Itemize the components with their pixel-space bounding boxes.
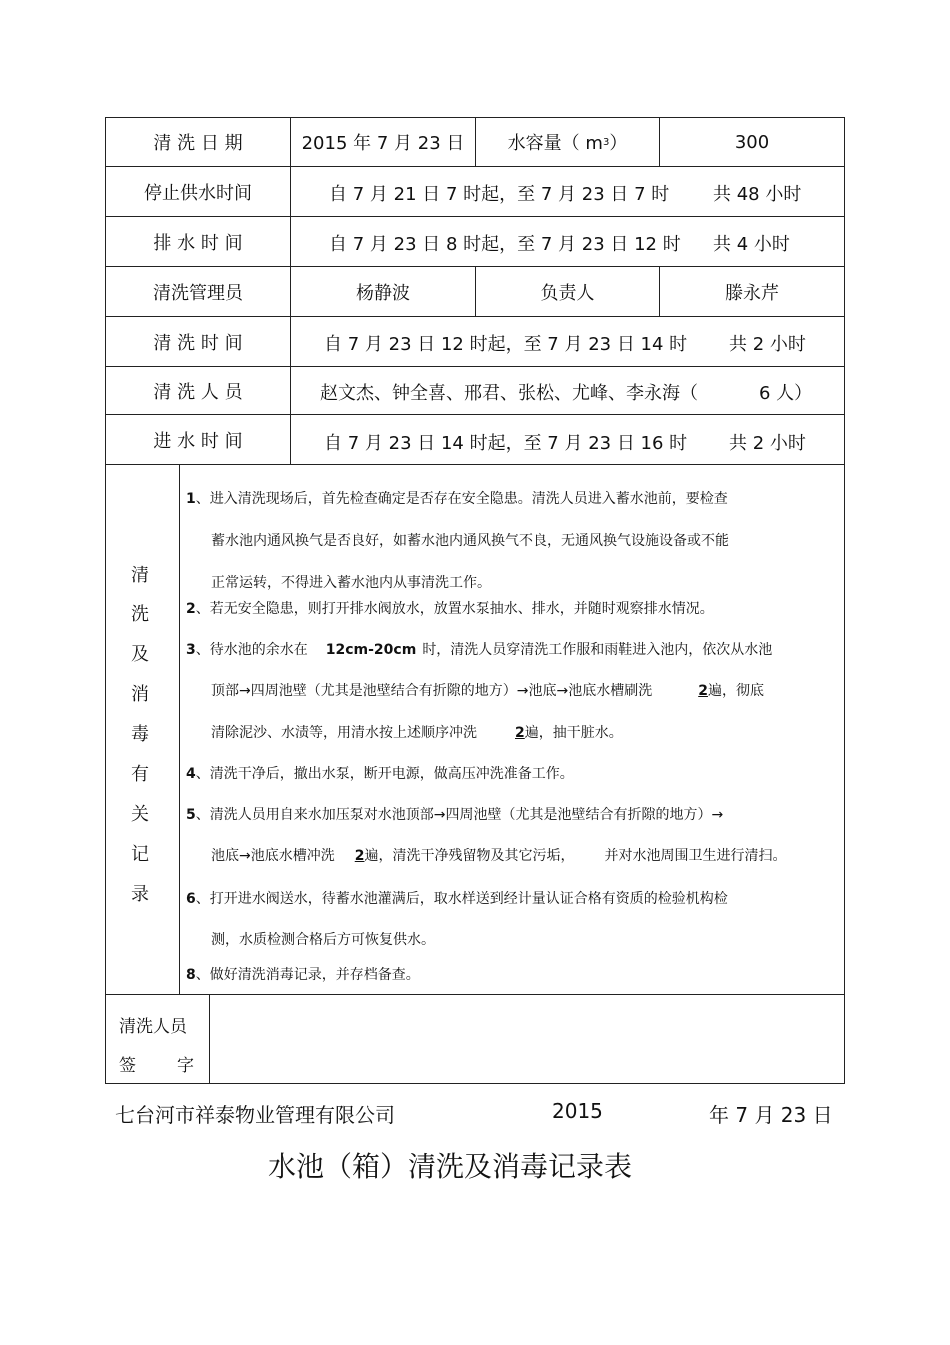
label-clean-time: 清 洗 时 间 <box>153 332 243 354</box>
label-clean-staff: 清 洗 人 员 <box>153 381 243 403</box>
step-text: 、清洗干净后，撤出水泵，断开电源，做高压冲洗准备工作。 <box>195 766 574 782</box>
step-text: 、打开进水阀送水，待蓄水池灌满后，取水样送到经计量认证合格有资质的检验机构检 <box>195 891 728 907</box>
intake-total: 共 2 小时 <box>729 433 806 454</box>
table-border-right <box>844 117 845 1084</box>
step-text: 、若无安全隐患，则打开排水阀放水，放置水泵抽水、排水，并随时观察排水情况。 <box>195 601 714 617</box>
step-text: 清除泥沙、水渍等，用清水按上述顺序冲洗 <box>211 725 477 741</box>
label-responsible: 负责人 <box>540 282 595 304</box>
step-1-line-2: 蓄水池内通风换气是否良好，如蓄水池内通风换气不良，无通风换气设施设备或不能 <box>211 533 729 549</box>
section-label-char: 消 <box>131 684 149 705</box>
manager-name: 杨静波 <box>356 282 410 304</box>
clean-staff-count: 6 人） <box>759 383 813 404</box>
signature-label-line-1: 清洗人员 <box>119 1017 187 1037</box>
clean-staff-names: 赵文杰、钟全喜、邢君、张松、尤峰、李永海（ <box>320 383 698 404</box>
section-label-char: 及 <box>131 644 149 665</box>
step-6-line-1 <box>186 888 728 908</box>
step-4-line-1 <box>186 763 574 783</box>
section-label-char: 洗 <box>131 604 149 625</box>
step-text: 、清洗人员用自来水加压泵对水池顶部→四周池壁（尤其是池壁结合有折隙的地方）→ <box>195 807 724 823</box>
step-text: 顶部→四周池壁（尤其是池壁结合有折隙的地方）→池底→池底水槽刷洗 <box>211 683 653 699</box>
step-number: 5 <box>186 807 196 823</box>
intake-period: 自 7 月 23 日 14 时起，至 7 月 23 日 16 时 <box>324 433 688 454</box>
clean-total: 共 2 小时 <box>729 334 806 355</box>
step-5-line-1 <box>186 804 723 824</box>
step-number: 4 <box>186 766 196 782</box>
step-8-line-1 <box>186 964 420 984</box>
col-divider <box>179 464 180 995</box>
step-6-line-2: 测，水质检测合格后方可恢复供水。 <box>211 932 435 948</box>
water-level-range: 12cm-20cm <box>325 642 417 658</box>
step-1-line-3: 正常运转，不得进入蓄水池内从事清洗工作。 <box>211 575 491 591</box>
row-divider <box>105 464 845 465</box>
step-text: 池底→池底水槽冲洗 <box>211 848 335 864</box>
rinse-times: 2 <box>515 725 525 741</box>
step-text: 遍，彻底 <box>707 683 764 699</box>
label-manager: 清洗管理员 <box>153 282 243 304</box>
step-3-line-3 <box>211 722 623 742</box>
drain-total: 共 4 小时 <box>713 234 790 255</box>
step-text: 时，清洗人员穿清洗工作服和雨鞋进入池内，依次从水池 <box>422 642 773 658</box>
label-intake-time: 进 水 时 间 <box>153 430 243 452</box>
step-number: 1 <box>186 491 196 507</box>
section-label-char: 毒 <box>131 724 149 745</box>
capacity-unit-sup: 3 <box>602 136 610 148</box>
capacity-label-text: 水容量（ m <box>507 133 603 154</box>
label-clean-date: 清 洗 日 期 <box>153 133 243 154</box>
signature-area[interactable] <box>210 995 844 1083</box>
step-number: 2 <box>186 601 196 617</box>
page-title: 水池（箱）清洗及消毒记录表 <box>268 1150 633 1183</box>
signature-label-char: 签 <box>119 1056 136 1076</box>
section-label-char: 清 <box>131 565 149 586</box>
step-1-line-1 <box>186 488 728 508</box>
company-name: 七台河市祥泰物业管理有限公司 <box>115 1103 395 1127</box>
capacity-value: 300 <box>734 131 770 153</box>
capacity-label-close: ） <box>609 133 628 154</box>
step-text: 、做好清洗消毒记录，并存档备查。 <box>195 967 420 983</box>
step-text: 并对水池周围卫生进行清扫。 <box>604 848 787 864</box>
signature-label-char: 字 <box>177 1056 194 1076</box>
step-text: 、待水池的余水在 <box>195 642 308 658</box>
clean-date-value: 2015 年 7 月 23 日 <box>301 133 465 154</box>
table-border-bottom <box>105 1083 845 1084</box>
footer-year: 2015 <box>552 1099 603 1123</box>
label-stop-supply: 停止供水时间 <box>144 182 252 204</box>
step-3-line-1 <box>186 639 772 659</box>
stop-supply-period: 自 7 月 21 日 7 时起，至 7 月 23 日 7 时 <box>329 184 670 205</box>
capacity-label <box>476 118 659 166</box>
label-drain-time: 排 水 时 间 <box>153 232 243 254</box>
step-text: 遍，抽干脏水。 <box>524 725 623 741</box>
section-label-char: 记 <box>131 844 149 865</box>
footer-date: 年 7 月 23 日 <box>709 1103 833 1127</box>
section-label-char: 录 <box>131 884 149 905</box>
step-3-line-2 <box>211 680 764 700</box>
step-number: 8 <box>186 967 196 983</box>
step-number: 6 <box>186 891 196 907</box>
section-label-char: 有 <box>131 764 149 785</box>
stop-supply-total: 共 48 小时 <box>713 184 802 205</box>
section-label-char: 关 <box>131 804 149 825</box>
responsible-name: 滕永芹 <box>725 282 779 304</box>
step-5-line-2 <box>211 845 786 865</box>
step-2-line-1 <box>186 598 714 618</box>
drain-period: 自 7 月 23 日 8 时起，至 7 月 23 日 12 时 <box>329 234 681 255</box>
step-number: 3 <box>186 642 196 658</box>
step-text: 遍，清洗干净残留物及其它污垢， <box>364 848 575 864</box>
scrub-times: 2 <box>698 683 708 699</box>
flush-times: 2 <box>354 848 365 864</box>
clean-period: 自 7 月 23 日 12 时起，至 7 月 23 日 14 时 <box>324 334 688 355</box>
step-text: 、进入清洗现场后，首先检查确定是否存在安全隐患。清洗人员进入蓄水池前，要检查 <box>195 491 728 507</box>
